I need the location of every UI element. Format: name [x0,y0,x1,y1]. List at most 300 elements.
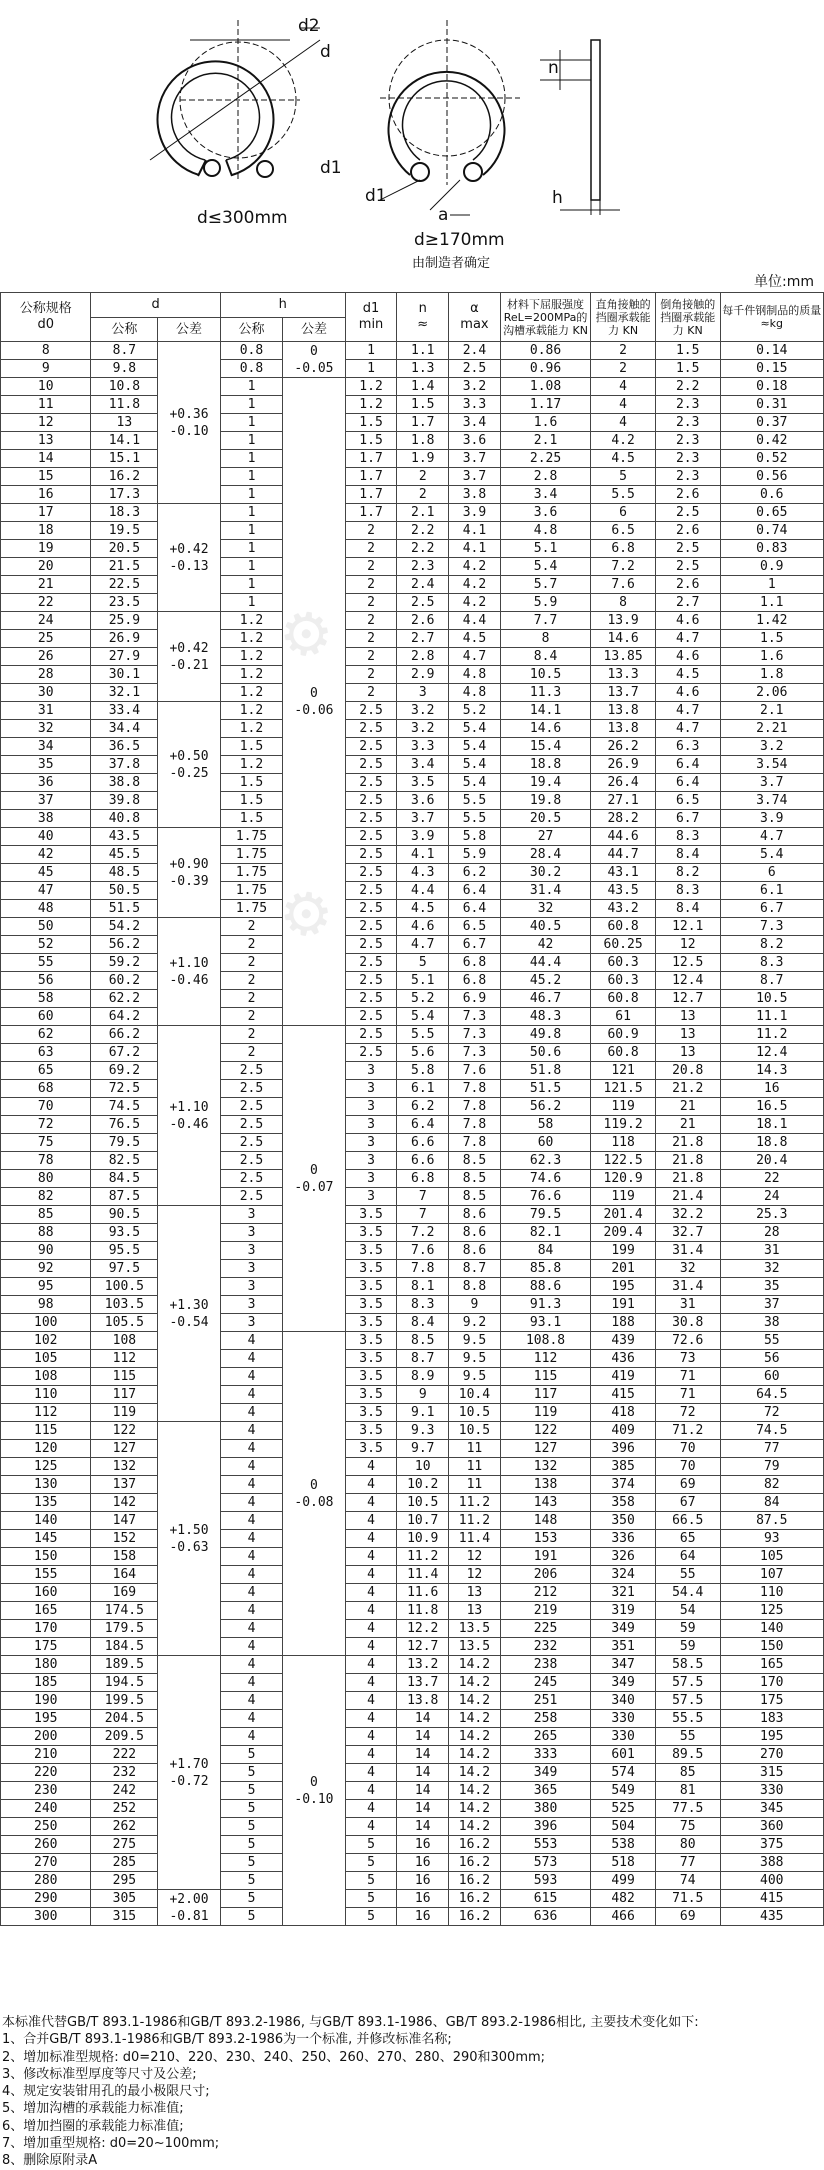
cell-alpha: 11 [449,1440,501,1458]
cell-alpha: 6.9 [449,990,501,1008]
cell-d-nominal: 142 [91,1494,158,1512]
cell-chamfer-capacity: 72.6 [655,1332,720,1350]
cell-spec: 13 [1,432,91,450]
cell-d1: 2.5 [345,918,397,936]
cell-h-nominal: 0.8 [220,342,282,360]
cell-n: 16 [397,1908,449,1926]
cell-spec: 220 [1,1764,91,1782]
cell-chamfer-capacity: 8.4 [655,846,720,864]
cell-h-nominal: 1.2 [220,684,282,702]
table-row [1,1332,824,1350]
cell-d-nominal: 179.5 [91,1620,158,1638]
cell-d1: 2.5 [345,954,397,972]
cell-h-nominal: 4 [220,1512,282,1530]
cell-groove-capacity: 42 [500,936,590,954]
table-row [1,1818,824,1836]
cell-mass: 360 [720,1818,823,1836]
cell-alpha: 4.7 [449,648,501,666]
cell-h-nominal: 5 [220,1908,282,1926]
cell-n: 5.6 [397,1044,449,1062]
cell-alpha: 7.3 [449,1008,501,1026]
cell-right-angle-capacity: 351 [591,1638,656,1656]
cell-d-nominal: 105.5 [91,1314,158,1332]
cell-d-nominal: 19.5 [91,522,158,540]
cell-mass: 3.54 [720,756,823,774]
cell-h-nominal: 5 [220,1746,282,1764]
cell-chamfer-capacity: 21.2 [655,1080,720,1098]
cell-alpha: 14.2 [449,1818,501,1836]
cell-n: 6.6 [397,1134,449,1152]
cell-mass: 170 [720,1674,823,1692]
table-row [1,414,824,432]
cell-groove-capacity: 148 [500,1512,590,1530]
cell-n: 11.2 [397,1548,449,1566]
cell-h-tolerance: 0 -0.07 [283,1026,345,1332]
cell-mass: 77 [720,1440,823,1458]
cell-spec: 9 [1,360,91,378]
cell-spec: 270 [1,1854,91,1872]
table-row [1,468,824,486]
cell-right-angle-capacity: 28.2 [591,810,656,828]
cell-mass: 14.3 [720,1062,823,1080]
cell-groove-capacity: 84 [500,1242,590,1260]
cell-chamfer-capacity: 4.5 [655,666,720,684]
cell-groove-capacity: 153 [500,1530,590,1548]
cell-d-nominal: 76.5 [91,1116,158,1134]
cell-d-nominal: 100.5 [91,1278,158,1296]
cell-d-tolerance: +0.50 -0.25 [158,702,220,828]
cell-d-nominal: 60.2 [91,972,158,990]
cell-mass: 31 [720,1242,823,1260]
watermark: ⚙ [266,871,348,959]
cell-h-nominal: 4 [220,1404,282,1422]
cell-groove-capacity: 7.7 [500,612,590,630]
cell-chamfer-capacity: 55 [655,1566,720,1584]
cell-spec: 180 [1,1656,91,1674]
cell-chamfer-capacity: 20.8 [655,1062,720,1080]
cell-spec: 125 [1,1458,91,1476]
cell-mass: 93 [720,1530,823,1548]
cell-groove-capacity: 333 [500,1746,590,1764]
cell-d1: 5 [345,1872,397,1890]
cell-n: 14 [397,1746,449,1764]
cell-d-tolerance: +1.50 -0.63 [158,1422,220,1656]
cell-chamfer-capacity: 54.4 [655,1584,720,1602]
cell-mass: 315 [720,1764,823,1782]
table-row [1,1422,824,1440]
cell-d1: 4 [345,1512,397,1530]
cell-d1: 2.5 [345,1008,397,1026]
cell-spec: 26 [1,648,91,666]
cell-n: 7.2 [397,1224,449,1242]
cell-groove-capacity: 553 [500,1836,590,1854]
cell-d-nominal: 51.5 [91,900,158,918]
cell-d1: 4 [345,1818,397,1836]
cell-chamfer-capacity: 2.5 [655,558,720,576]
cell-groove-capacity: 143 [500,1494,590,1512]
cell-mass: 24 [720,1188,823,1206]
cell-alpha: 3.9 [449,504,501,522]
cell-d1: 2.5 [345,990,397,1008]
cell-alpha: 3.3 [449,396,501,414]
cell-alpha: 8.6 [449,1206,501,1224]
cell-n: 7.8 [397,1260,449,1278]
cell-alpha: 3.6 [449,432,501,450]
cell-groove-capacity: 258 [500,1710,590,1728]
cell-chamfer-capacity: 2.7 [655,594,720,612]
cell-groove-capacity: 19.4 [500,774,590,792]
cell-mass: 6.7 [720,900,823,918]
cell-right-angle-capacity: 340 [591,1692,656,1710]
table-row [1,1458,824,1476]
cell-d-nominal: 112 [91,1350,158,1368]
cell-groove-capacity: 2.1 [500,432,590,450]
cell-alpha: 11 [449,1476,501,1494]
cell-spec: 72 [1,1116,91,1134]
cell-alpha: 3.2 [449,378,501,396]
cell-h-nominal: 1.75 [220,882,282,900]
label-n: n [548,58,559,78]
cell-h-nominal: 2 [220,918,282,936]
cell-right-angle-capacity: 4.5 [591,450,656,468]
cell-spec: 52 [1,936,91,954]
cell-groove-capacity: 225 [500,1620,590,1638]
cell-mass: 415 [720,1890,823,1908]
table-row [1,1602,824,1620]
cell-chamfer-capacity: 69 [655,1476,720,1494]
cell-right-angle-capacity: 350 [591,1512,656,1530]
cell-mass: 16 [720,1080,823,1098]
cell-d-nominal: 43.5 [91,828,158,846]
cell-mass: 84 [720,1494,823,1512]
cell-d1: 2.5 [345,702,397,720]
table-row [1,1152,824,1170]
cell-spec: 60 [1,1008,91,1026]
cell-n: 14 [397,1764,449,1782]
cell-chamfer-capacity: 13 [655,1044,720,1062]
cell-mass: 5.4 [720,846,823,864]
cell-mass: 0.6 [720,486,823,504]
cell-spec: 280 [1,1872,91,1890]
cell-chamfer-capacity: 30.8 [655,1314,720,1332]
cell-n: 1.4 [397,378,449,396]
cell-spec: 78 [1,1152,91,1170]
cell-groove-capacity: 93.1 [500,1314,590,1332]
cell-groove-capacity: 85.8 [500,1260,590,1278]
cell-n: 6.6 [397,1152,449,1170]
cell-spec: 45 [1,864,91,882]
cell-mass: 3.74 [720,792,823,810]
note-line: 2、增加标准型规格: d0=210、220、230、240、250、260、270、280、290和300mm; [2,2049,546,2065]
cell-right-angle-capacity: 14.6 [591,630,656,648]
cell-n: 3.3 [397,738,449,756]
cell-spec: 10 [1,378,91,396]
cell-n: 3.7 [397,810,449,828]
cell-mass: 345 [720,1800,823,1818]
cell-groove-capacity: 76.6 [500,1188,590,1206]
table-row [1,1116,824,1134]
cell-n: 8.7 [397,1350,449,1368]
cell-d-nominal: 222 [91,1746,158,1764]
cell-right-angle-capacity: 13.9 [591,612,656,630]
table-row [1,1854,824,1872]
cell-spec: 260 [1,1836,91,1854]
cell-h-nominal: 1 [220,450,282,468]
cell-chamfer-capacity: 12.4 [655,972,720,990]
cell-groove-capacity: 27 [500,828,590,846]
cell-n: 3.2 [397,720,449,738]
cell-groove-capacity: 349 [500,1764,590,1782]
cell-right-angle-capacity: 336 [591,1530,656,1548]
cell-alpha: 14.2 [449,1674,501,1692]
cell-alpha: 11 [449,1458,501,1476]
cell-d-nominal: 56.2 [91,936,158,954]
cell-chamfer-capacity: 6.5 [655,792,720,810]
cell-spec: 300 [1,1908,91,1926]
header-groove-capacity: 材料下屈服强度ReL=200MPa的沟槽承载能力 KN [500,293,590,342]
cell-chamfer-capacity: 73 [655,1350,720,1368]
cell-chamfer-capacity: 2.5 [655,540,720,558]
cell-n: 6.1 [397,1080,449,1098]
cell-d1: 5 [345,1836,397,1854]
cell-alpha: 12 [449,1548,501,1566]
table-row [1,1206,824,1224]
cell-n: 1.1 [397,342,449,360]
cell-h-nominal: 2 [220,936,282,954]
cell-d-tolerance: +1.10 -0.46 [158,1026,220,1206]
cell-alpha: 6.7 [449,936,501,954]
cell-d-nominal: 37.8 [91,756,158,774]
cell-right-angle-capacity: 60.3 [591,972,656,990]
cell-n: 14 [397,1782,449,1800]
cell-mass: 28 [720,1224,823,1242]
cell-groove-capacity: 74.6 [500,1170,590,1188]
cell-h-nominal: 4 [220,1422,282,1440]
cell-alpha: 13.5 [449,1620,501,1638]
cell-alpha: 14.2 [449,1800,501,1818]
cell-n: 6.4 [397,1116,449,1134]
cell-alpha: 6.5 [449,918,501,936]
cell-n: 4.1 [397,846,449,864]
cell-right-angle-capacity: 188 [591,1314,656,1332]
cell-d-nominal: 72.5 [91,1080,158,1098]
cell-mass: 0.9 [720,558,823,576]
cell-groove-capacity: 117 [500,1386,590,1404]
cell-h-nominal: 4 [220,1620,282,1638]
table-row [1,1314,824,1332]
cell-d1: 3.5 [345,1422,397,1440]
cell-mass: 7.3 [720,918,823,936]
cell-d1: 4 [345,1710,397,1728]
cell-d1: 2 [345,576,397,594]
cell-mass: 388 [720,1854,823,1872]
cell-alpha: 16.2 [449,1854,501,1872]
cell-alpha: 3.7 [449,468,501,486]
cell-d-nominal: 9.8 [91,360,158,378]
note-line: 6、增加挡圈的承载能力标准值; [2,2118,184,2134]
header-d: d [91,293,220,318]
cell-d1: 2.5 [345,810,397,828]
note-line: 8、删除原附录A [2,2153,98,2169]
cell-mass: 375 [720,1836,823,1854]
cell-chamfer-capacity: 57.5 [655,1692,720,1710]
cell-h-nominal: 3 [220,1242,282,1260]
table-row [1,1368,824,1386]
cell-chamfer-capacity: 2.6 [655,576,720,594]
cell-groove-capacity: 51.8 [500,1062,590,1080]
table-row [1,648,824,666]
cell-right-angle-capacity: 6 [591,504,656,522]
cell-d1: 4 [345,1566,397,1584]
cell-d-nominal: 69.2 [91,1062,158,1080]
cell-h-nominal: 4 [220,1332,282,1350]
cell-alpha: 8.5 [449,1170,501,1188]
cell-groove-capacity: 2.8 [500,468,590,486]
cell-alpha: 16.2 [449,1872,501,1890]
cell-d-nominal: 27.9 [91,648,158,666]
cell-d1: 3.5 [345,1314,397,1332]
cell-spec: 11 [1,396,91,414]
cell-n: 13.2 [397,1656,449,1674]
cell-chamfer-capacity: 32 [655,1260,720,1278]
cell-mass: 6.1 [720,882,823,900]
cell-groove-capacity: 8.4 [500,648,590,666]
cell-h-nominal: 4 [220,1710,282,1728]
cell-groove-capacity: 32 [500,900,590,918]
cell-alpha: 5.4 [449,774,501,792]
cell-groove-capacity: 31.4 [500,882,590,900]
header-mass: 每千件钢制品的质量≈kg [720,293,823,342]
cell-d-nominal: 11.8 [91,396,158,414]
table-row [1,540,824,558]
cell-alpha: 12 [449,1566,501,1584]
cell-alpha: 9.5 [449,1368,501,1386]
cell-d1: 2.5 [345,1044,397,1062]
cell-d-nominal: 38.8 [91,774,158,792]
cell-mass: 35 [720,1278,823,1296]
table-row [1,864,824,882]
cell-right-angle-capacity: 2 [591,342,656,360]
cell-groove-capacity: 4.8 [500,522,590,540]
table-row [1,486,824,504]
cell-chamfer-capacity: 1.5 [655,342,720,360]
cell-n: 10.2 [397,1476,449,1494]
cell-right-angle-capacity: 120.9 [591,1170,656,1188]
cell-h-nominal: 5 [220,1764,282,1782]
cell-mass: 1.5 [720,630,823,648]
cell-d1: 3 [345,1134,397,1152]
cell-d-nominal: 209.5 [91,1728,158,1746]
cell-d1: 2 [345,540,397,558]
cell-right-angle-capacity: 26.2 [591,738,656,756]
cell-d-nominal: 23.5 [91,594,158,612]
table-row [1,558,824,576]
retaining-ring-drawing [0,0,824,285]
cell-spec: 65 [1,1062,91,1080]
cell-d-tolerance: +0.36 -0.10 [158,342,220,504]
cell-mass: 87.5 [720,1512,823,1530]
cell-n: 3.4 [397,756,449,774]
cell-right-angle-capacity: 525 [591,1800,656,1818]
note-line: 5、增加沟槽的承载能力标准值; [2,2101,184,2117]
table-row [1,774,824,792]
cell-right-angle-capacity: 60.8 [591,1044,656,1062]
cell-spec: 80 [1,1170,91,1188]
cell-spec: 18 [1,522,91,540]
cell-n: 1.3 [397,360,449,378]
label-h: h [552,188,563,208]
cell-spec: 82 [1,1188,91,1206]
cell-alpha: 2.4 [449,342,501,360]
cell-mass: 11.2 [720,1026,823,1044]
table-row [1,1404,824,1422]
table-row [1,1548,824,1566]
cell-groove-capacity: 11.3 [500,684,590,702]
cell-h-nominal: 4 [220,1674,282,1692]
cell-d1: 4 [345,1782,397,1800]
cell-mass: 105 [720,1548,823,1566]
cell-groove-capacity: 108.8 [500,1332,590,1350]
cell-mass: 400 [720,1872,823,1890]
table-row [1,1062,824,1080]
cell-d1: 2 [345,648,397,666]
caption-left: d≤300mm [197,208,288,228]
cell-alpha: 7.8 [449,1116,501,1134]
cell-d-nominal: 232 [91,1764,158,1782]
cell-d-nominal: 39.8 [91,792,158,810]
cell-n: 2.2 [397,522,449,540]
cell-chamfer-capacity: 12.7 [655,990,720,1008]
table-row [1,1278,824,1296]
cell-mass: 38 [720,1314,823,1332]
cell-alpha: 9.2 [449,1314,501,1332]
header-right-angle-capacity: 直角接触的挡圈承载能力 KN [591,293,656,342]
cell-spec: 40 [1,828,91,846]
cell-d-nominal: 34.4 [91,720,158,738]
cell-alpha: 14.2 [449,1764,501,1782]
cell-right-angle-capacity: 466 [591,1908,656,1926]
cell-spec: 150 [1,1548,91,1566]
cell-h-nominal: 1 [220,558,282,576]
cell-mass: 8.3 [720,954,823,972]
cell-d-nominal: 117 [91,1386,158,1404]
cell-h-tolerance: 0 -0.08 [283,1332,345,1656]
cell-h-nominal: 2.5 [220,1098,282,1116]
cell-right-angle-capacity: 195 [591,1278,656,1296]
cell-mass: 22 [720,1170,823,1188]
cell-right-angle-capacity: 7.2 [591,558,656,576]
cell-d1: 4 [345,1458,397,1476]
cell-mass: 330 [720,1782,823,1800]
cell-h-nominal: 1 [220,522,282,540]
cell-d-nominal: 22.5 [91,576,158,594]
cell-right-angle-capacity: 436 [591,1350,656,1368]
cell-mass: 0.42 [720,432,823,450]
table-row [1,342,824,360]
cell-right-angle-capacity: 574 [591,1764,656,1782]
cell-right-angle-capacity: 43.1 [591,864,656,882]
cell-n: 2.4 [397,576,449,594]
table-row [1,1296,824,1314]
cell-right-angle-capacity: 499 [591,1872,656,1890]
cell-alpha: 7.3 [449,1044,501,1062]
cell-right-angle-capacity: 409 [591,1422,656,1440]
table-row [1,1188,824,1206]
table-row [1,1080,824,1098]
cell-mass: 270 [720,1746,823,1764]
cell-groove-capacity: 2.25 [500,450,590,468]
table-row [1,1350,824,1368]
